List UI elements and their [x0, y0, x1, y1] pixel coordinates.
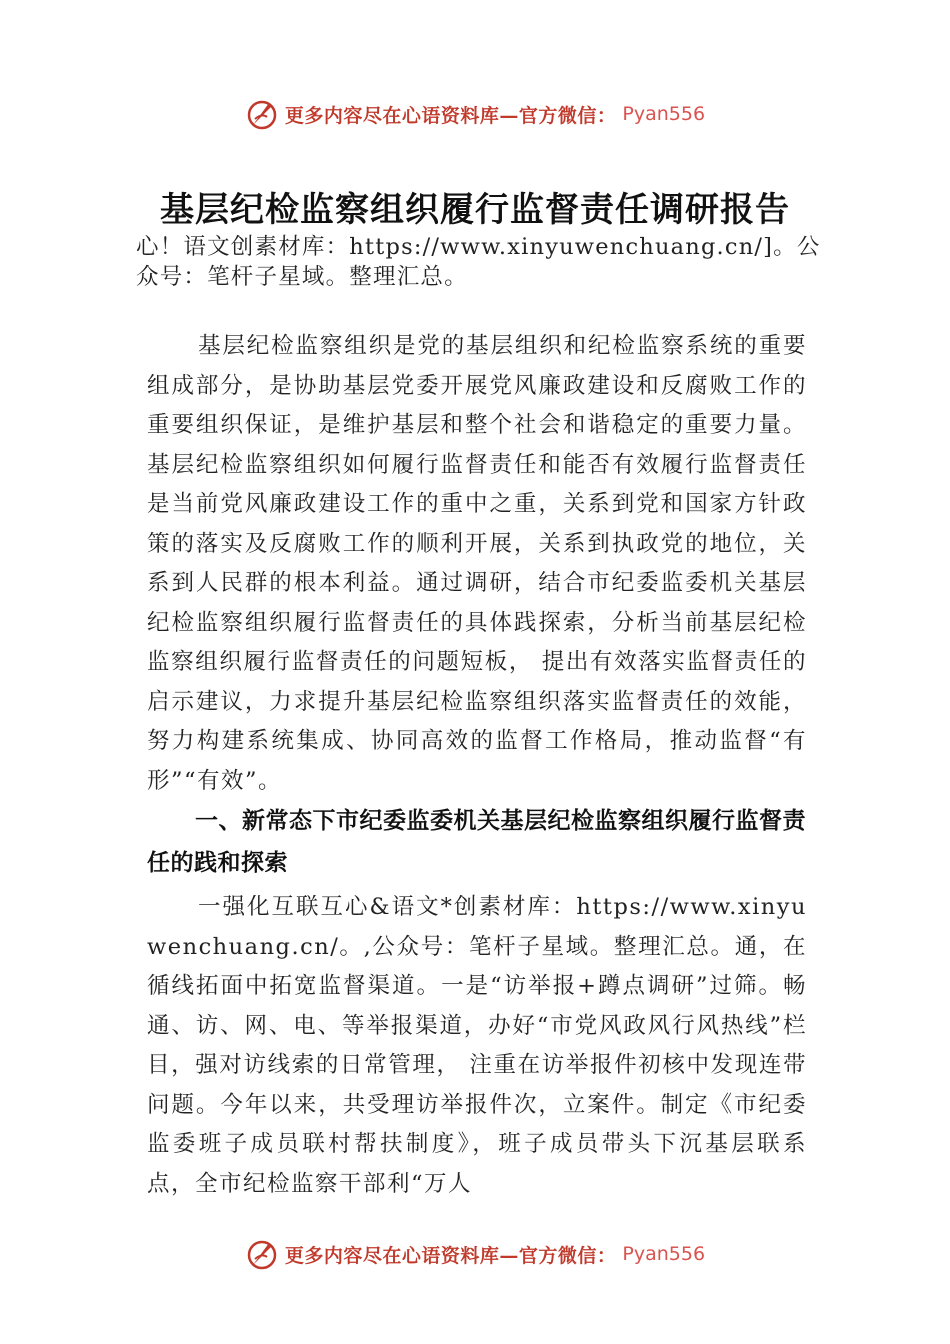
intro-note: 心！语文创素材库：https://www.xinyuwenchuang.cn/]。公众号：笔杆子星域。整理汇总。 [136, 234, 821, 290]
paragraph-2: 一强化互联互心&语文*创素材库：https://www.xinyuwenchuang.cn/。,公众号：笔杆子星域。整理汇总。通，在循线拓面中拓宽监督渠道。一是“访举报+蹲点调研”过筛。畅通、访、网、电、等举报渠道，办好“市党风政风行风热线”栏目，强对访线索的日常管理， 注重在访举报件初核中发现连带问题。今年以来，共受理访举报件次，立案件。制定《市纪委监委班子成员联村帮扶制度》，班子成员带头下沉基层联系点，全市纪检监察干部利“万人 [147, 894, 807, 1197]
footer-watermark-banner [0, 1232, 950, 1276]
quill-logo-icon [245, 97, 279, 131]
section-heading-1: 一、新常态下市纪委监委机关基层纪检监察组织履行监督责任的践和探索 [147, 808, 806, 876]
document-title: 基层纪检监察组织履行监督责任调研报告 [160, 190, 790, 230]
header-watermark-banner [0, 92, 950, 136]
banner-wechat-id: Pyan556 [622, 103, 706, 125]
paragraph-1: 基层纪检监察组织是党的基层组织和纪检监察系统的重要组成部分，是协助基层党委开展党风廉政建设和反腐败工作的重要组织保证，是维护基层和整个社会和谐稳定的重要力量。基层纪检监察组织如何履行监督责任和能否有效履行监督责任是当前党风廉政建设工作的重中之重，关系到党和国家方针政策的落实及反腐败工作的顺利开展，关系到执政党的地位，关系到人民群的根本利益。通过调研，结合市纪委监委机关基层纪检监察组织履行监督责任的具体践探索，分析当前基层纪检监察组织履行监督责任的问题短板， 提出有效落实监督责任的启示建议，力求提升基层纪检监察组织落实监督责任的效能，努力构建系统集成、协同高效的监督工作格局，推动监督“有形”“有效”。 [147, 333, 807, 794]
banner-text: 更多内容尽在心语资料库—官方微信： [284, 104, 617, 127]
banner-text: 更多内容尽在心语资料库—官方微信： [284, 1244, 617, 1267]
banner-wechat-id: Pyan556 [622, 1243, 706, 1265]
quill-logo-icon [245, 1237, 279, 1271]
